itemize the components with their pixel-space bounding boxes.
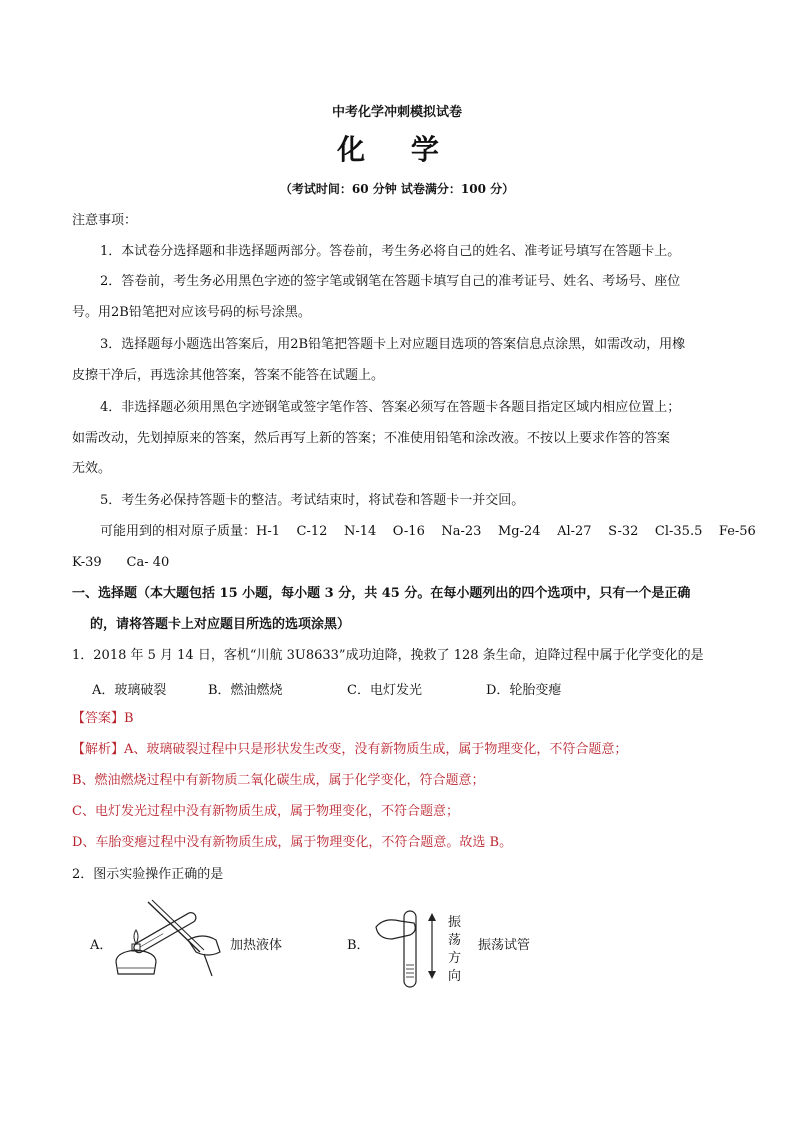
- section-heading: 一、选择题（本大题包括 15 小题，每小题 3 分，共 45 分。在每小题列出的四个选项中，只有一个是正确: [72, 586, 691, 601]
- question-1-stem: 1．2018 年 5 月 14 日，客机“川航 3U8633”成功迫降，挽救了 128 条生命，迫降过程中属于化学变化的是: [72, 648, 704, 663]
- q1-analysis-line: C、电灯发光过程中没有新物质生成，属于物理变化，不符合题意；: [72, 804, 459, 819]
- shaking-direction-char: 向: [448, 969, 462, 984]
- section-heading: 的，请将答题卡上对应题目所选的选项涂黑）: [90, 617, 351, 632]
- q2-option-a-letter: A．: [90, 938, 113, 953]
- atomic-mass-line: K-39 Ca- 40: [72, 555, 170, 570]
- shaking-direction-char: 振: [448, 915, 462, 930]
- note-item: 1．本试卷分选择题和非选择题两部分。答卷前，考生务必将自己的姓名、准考证号填写在答题卡上。: [100, 244, 681, 259]
- q1-analysis-line: D、车胎变瘪过程中没有新物质生成，属于物理变化，不符合题意。故选 B。: [72, 835, 513, 850]
- note-item: 4．非选择题必须用黑色字迹钢笔或签字笔作答、答案必须写在答题卡各题目指定区域内相应位置上；: [100, 400, 681, 415]
- heating-liquid-figure: [108, 892, 223, 982]
- q1-option-b: B．燃油燃烧: [208, 683, 283, 698]
- notes-heading: 注意事项：: [72, 213, 138, 228]
- note-item: 5．考生务必保持答题卡的整洁。考试结束时，将试卷和答题卡一并交回。: [100, 493, 525, 508]
- exam-info: （考试时间：60 分钟 试卷满分：100 分）: [279, 182, 515, 196]
- note-item: 皮擦干净后，再选涂其他答案，答案不能答在试题上。: [72, 368, 385, 383]
- q1-analysis-line: B、燃油燃烧过程中有新物质二氧化碳生成，属于化学变化，符合题意；: [72, 773, 485, 788]
- note-item: 如需改动，先划掉原来的答案，然后再写上新的答案；不准使用铅笔和涂改液。不按以上要求作答的答案: [72, 431, 671, 446]
- question-2-stem: 2．图示实验操作正确的是: [72, 867, 224, 882]
- q2-option-b-letter: B．: [347, 938, 370, 953]
- atomic-mass-line: 可能用到的相对原子质量：H-1 C-12 N-14 O-16 Na-23 Mg-24 Al-27 S-32 Cl-35.5 Fe-56: [100, 524, 756, 539]
- q1-option-d: D．轮胎变瘪: [486, 683, 562, 698]
- q2-option-a-label: 加热液体: [230, 938, 283, 953]
- shaking-test-tube-figure: [370, 905, 440, 995]
- note-item: 3．选择题每小题选出答案后，用2B铅笔把答题卡上对应题目选项的答案信息点涂黑，如需改动，用橡: [100, 337, 686, 352]
- q1-option-a: A．玻璃破裂: [92, 683, 167, 698]
- note-item: 无效。: [72, 461, 112, 476]
- note-item: 号。用2B铅笔把对应该号码的标号涂黑。: [72, 305, 311, 320]
- shaking-direction-char: 荡: [448, 933, 462, 948]
- q2-option-b-label: 振荡试管: [478, 938, 531, 953]
- exam-title: 化 学: [337, 133, 457, 166]
- shaking-direction-label: [448, 914, 464, 986]
- exam-subtitle: 中考化学冲刺模拟试卷: [331, 105, 462, 120]
- shaking-direction-char: 方: [448, 951, 462, 966]
- q1-option-c: C．电灯发光: [347, 683, 422, 698]
- note-item: 2．答卷前，考生务必用黑色字迹的签字笔或钢笔在答题卡填写自己的准考证号、姓名、考场号、座位: [100, 274, 681, 289]
- q1-answer: 【答案】B: [72, 711, 134, 726]
- q1-analysis-line: 【解析】A、玻璃破裂过程中只是形状发生改变，没有新物质生成，属于物理变化，不符合题意；: [72, 742, 628, 757]
